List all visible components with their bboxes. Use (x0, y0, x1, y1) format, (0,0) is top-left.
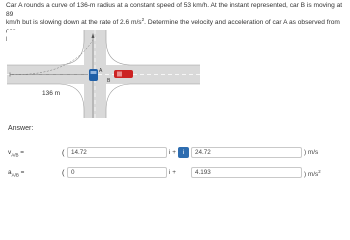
radius-label: 136 m (42, 90, 61, 97)
velocity-unit (304, 149, 318, 156)
velocity-row (0, 147, 350, 159)
velocity-j-input[interactable]: 24.72 (191, 147, 302, 158)
acceleration-equals: = (18, 169, 25, 176)
problem-line-1: Car A rounds a curve of 136-m radius at a constant speed of 53 km/h. At the instant represented, car B is moving at 89 (6, 2, 343, 18)
velocity-i-input[interactable]: 14.72 (67, 147, 167, 158)
corner-nw (7, 30, 84, 65)
car-b (114, 70, 133, 78)
car-b-label: B (107, 78, 111, 84)
acceleration-subscript: A/B (11, 172, 19, 178)
velocity-unit-text: ) m/s (304, 149, 319, 156)
car-a (89, 69, 98, 81)
corner-se (106, 84, 200, 118)
car-b-window (117, 72, 122, 77)
velocity-equals: = (18, 149, 24, 156)
acceleration-open-paren: ( (62, 168, 65, 177)
velocity-open-paren: ( (62, 148, 65, 157)
velocity-subscript: A/B (11, 152, 19, 158)
acceleration-j-input[interactable]: 4.193 (191, 167, 302, 178)
velocity-i-plus: i + (169, 149, 176, 156)
car-a-label: A (99, 68, 103, 74)
acceleration-unit-text: ) m/s (304, 171, 319, 179)
acceleration-i-plus: i + (169, 169, 176, 176)
squared-superscript: 2 (141, 17, 145, 22)
info-icon[interactable]: i (178, 147, 189, 158)
acceleration-i-input[interactable]: 0 (67, 167, 167, 178)
velocity-label (8, 149, 24, 157)
corner-ne (106, 30, 200, 65)
acceleration-symbol: a (8, 169, 12, 176)
answer-heading: Answer: (8, 125, 34, 132)
problem-line-2b: . Determine the velocity and acceleration of car A as observed from (144, 19, 340, 27)
velocity-symbol: v (8, 149, 12, 156)
acceleration-unit (304, 169, 321, 178)
acceleration-label (8, 169, 24, 177)
problem-line-2a: km/h but is slowing down at the rate of 2.6 m/s (6, 19, 142, 27)
acceleration-row (0, 167, 350, 179)
car-a-window (91, 71, 97, 74)
acceleration-unit-squared: 2 (318, 169, 321, 174)
